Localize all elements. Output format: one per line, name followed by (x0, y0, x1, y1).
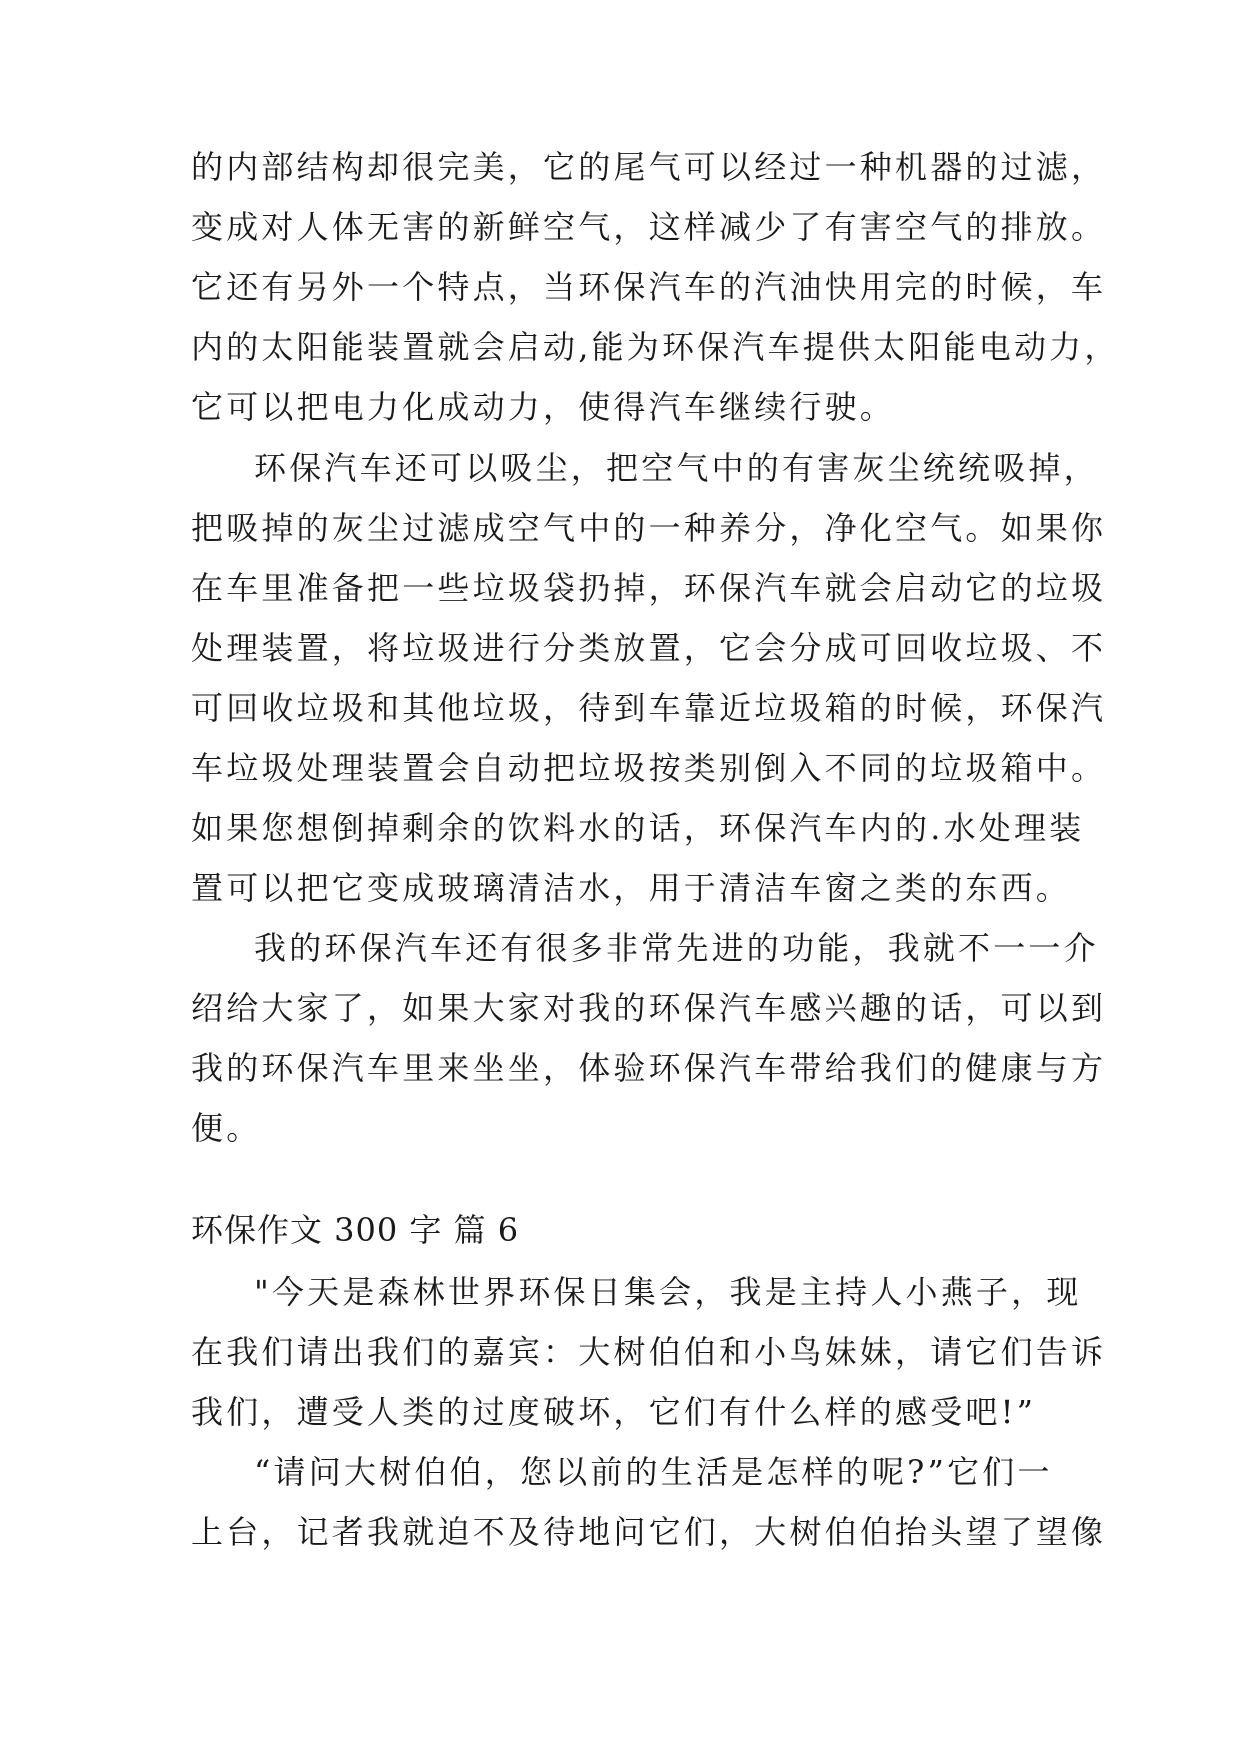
body-text-line: 把吸掉的灰尘过滤成空气中的一种养分，净化空气。如果你 (191, 509, 1107, 547)
body-text-line: 绍给大家了，如果大家对我的环保汽车感兴趣的话，可以到 (191, 989, 1107, 1027)
body-text-line: 车垃圾处理装置会自动把垃圾按类别倒入不同的垃圾箱中。 (191, 749, 1107, 787)
body-text-line: 它可以把电力化成动力，使得汽车继续行驶。 (191, 388, 896, 426)
section-heading: 环保作文 300 字 篇 6 (191, 1211, 520, 1249)
body-text-line: 上台，记者我就迫不及待地问它们，大树伯伯抬头望了望像 (191, 1513, 1107, 1551)
paragraph-first-line: 我的环保汽车还有很多非常先进的功能，我就不一一介 (254, 929, 1099, 967)
body-text-line: 的内部结构却很完美，它的尾气可以经过一种机器的过滤， (191, 148, 1107, 186)
paragraph-first-line: “请问大树伯伯，您以前的生活是怎样的呢?”它们一 (254, 1453, 1053, 1491)
paragraph-first-line: "今天是森林世界环保日集会，我是主持人小燕子，现 (254, 1273, 1082, 1311)
body-text-line: 处理装置，将垃圾进行分类放置，它会分成可回收垃圾、不 (191, 629, 1107, 667)
body-text-line: 可回收垃圾和其他垃圾，待到车靠近垃圾箱的时候，环保汽 (191, 689, 1107, 727)
body-text-line: 置可以把它变成玻璃清洁水，用于清洁车窗之类的东西。 (191, 869, 1072, 907)
body-text-line: 便。 (191, 1109, 262, 1147)
body-text-line: 我们，遭受人类的过度破坏，它们有什么样的感受吧!” (191, 1393, 1037, 1431)
body-text-line: 内的太阳能装置就会启动,能为环保汽车提供太阳能电动力， (191, 328, 1120, 366)
body-text-line: 在我们请出我们的嘉宾：大树伯伯和小鸟妹妹，请它们告诉 (191, 1333, 1107, 1371)
paragraph-first-line: 环保汽车还可以吸尘，把空气中的有害灰尘统统吸掉， (254, 449, 1099, 487)
body-text-line: 在车里准备把一些垃圾袋扔掉，环保汽车就会启动它的垃圾 (191, 569, 1107, 607)
body-text-line: 如果您想倒掉剩余的饮料水的话，环保汽车内的.水处理装 (191, 809, 1085, 847)
body-text-line: 变成对人体无害的新鲜空气，这样减少了有害空气的排放。 (191, 208, 1107, 246)
body-text-line: 我的环保汽车里来坐坐，体验环保汽车带给我们的健康与方 (191, 1049, 1107, 1087)
body-text-line: 它还有另外一个特点，当环保汽车的汽油快用完的时候，车 (191, 268, 1107, 306)
